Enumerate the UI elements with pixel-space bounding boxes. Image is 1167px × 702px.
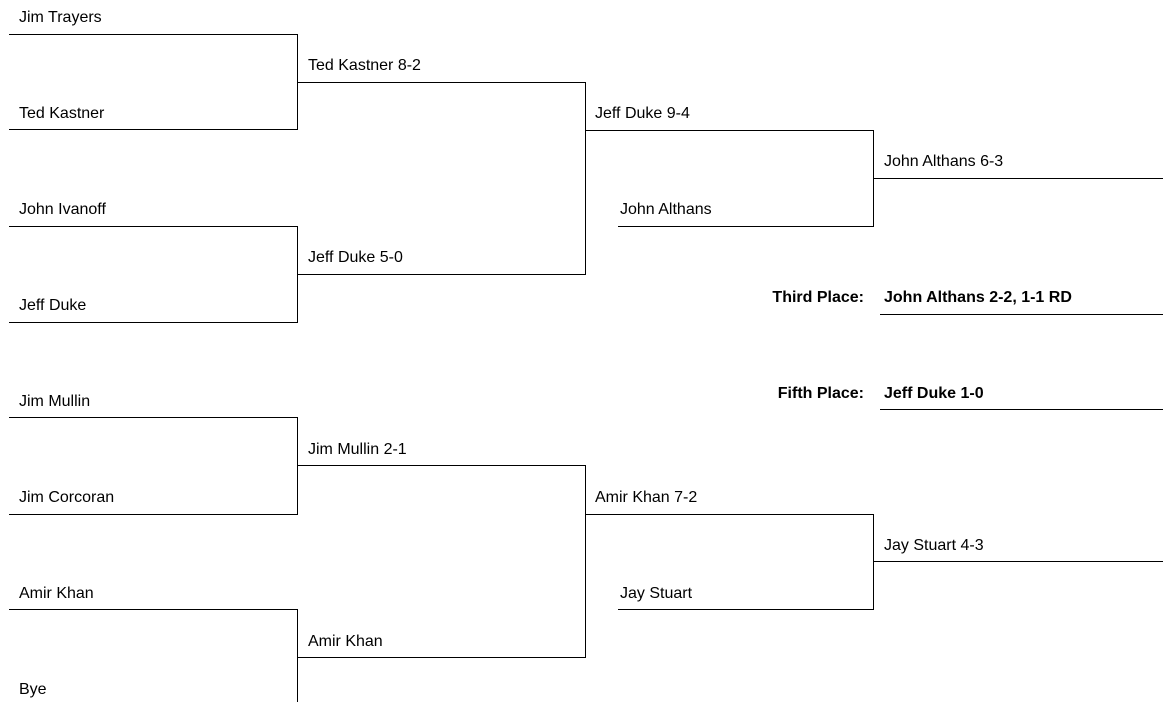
fifth-place-line [880, 409, 1163, 410]
round2-line-2 [297, 274, 586, 275]
round1-slot-8: Bye [19, 681, 47, 698]
round3-line-4 [618, 609, 873, 610]
round2-slot-2: Jeff Duke 5-0 [308, 249, 403, 266]
round3-slot-2: John Althans [620, 201, 712, 218]
third-place-line [880, 314, 1163, 315]
round1-slot-5: Jim Mullin [19, 393, 91, 410]
round1-slot-1: Jim Trayers [19, 9, 102, 26]
round2-line-4 [297, 657, 586, 658]
round2-slot-3: Jim Mullin 2-1 [308, 441, 407, 458]
round1-slot-4: Jeff Duke [19, 297, 87, 314]
third-place-value: John Althans 2-2, 1-1 RD [884, 289, 1072, 306]
round1-line-3 [9, 226, 297, 227]
final-winner-1: John Althans 6-3 [884, 153, 1004, 170]
round1-line-2 [9, 129, 297, 130]
round2-slot-1: Ted Kastner 8-2 [308, 57, 421, 74]
final-winner-2: Jay Stuart 4-3 [884, 537, 984, 554]
round3-line-1 [585, 130, 873, 131]
fifth-place-value: Jeff Duke 1-0 [884, 385, 984, 402]
round1-slot-3: John Ivanoff [19, 201, 106, 218]
round1-slot-6: Jim Corcoran [19, 489, 115, 506]
round2-connector-2 [585, 465, 586, 658]
round3-connector-2 [873, 514, 874, 610]
round1-line-1 [9, 34, 297, 35]
round3-slot-3: Amir Khan 7-2 [595, 489, 698, 506]
round1-slot-7: Amir Khan [19, 585, 94, 602]
round1-line-7 [9, 609, 297, 610]
round1-connector-4 [297, 609, 298, 702]
final-line-2 [873, 561, 1163, 562]
round3-line-2 [618, 226, 873, 227]
third-place-label: Third Place: [772, 289, 864, 306]
final-line-1 [873, 178, 1163, 179]
round2-slot-4: Amir Khan [308, 633, 383, 650]
round1-connector-3 [297, 417, 298, 515]
round2-line-1 [297, 82, 586, 83]
round3-line-3 [585, 514, 873, 515]
round1-line-4 [9, 322, 297, 323]
round1-line-6 [9, 514, 297, 515]
fifth-place-label: Fifth Place: [777, 385, 864, 402]
round1-line-5 [9, 417, 297, 418]
round3-slot-1: Jeff Duke 9-4 [595, 105, 690, 122]
round2-line-3 [297, 465, 586, 466]
round1-slot-2: Ted Kastner [19, 105, 105, 122]
round3-slot-4: Jay Stuart [620, 585, 693, 602]
round2-connector-1 [585, 82, 586, 275]
